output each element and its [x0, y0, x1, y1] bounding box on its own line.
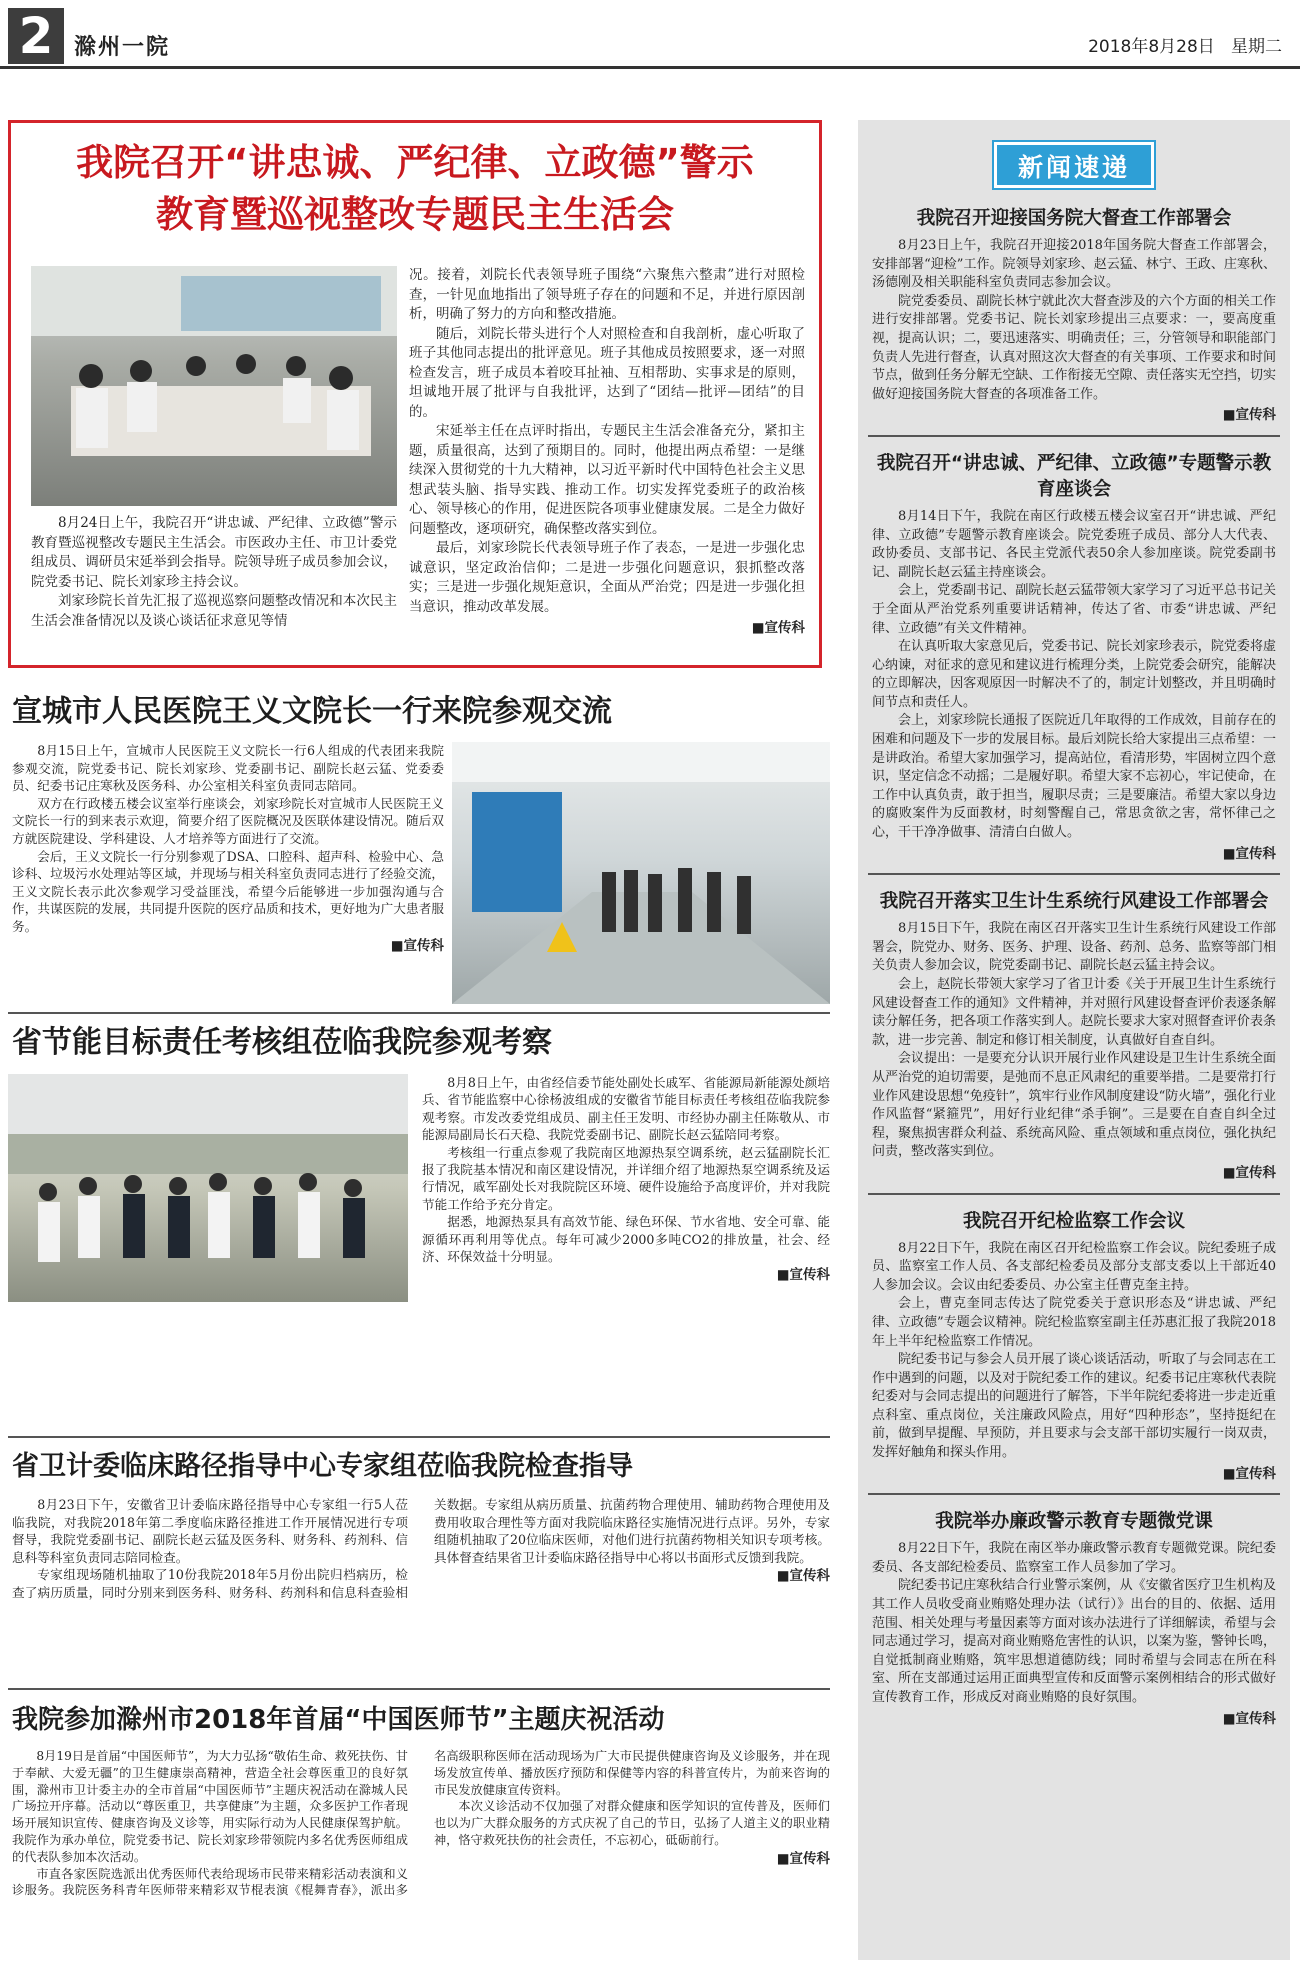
lead-paragraph: 最后，刘家珍院长代表领导班子作了表态，一是进一步强化忠诚意识，坚定政治信仰；二是进一步强化问题意识，狠抓整改落实；三是进一步强化规矩意识，全面从严治党；四是进一步强化担当意识，推动改革发展。 [409, 540, 805, 615]
article-paragraph: 考核组一行重点参观了我院南区地源热泵空调系统，赵云猛副院长汇报了我院基本情况和南区建设情况，并详细介绍了地源热泵空调系统及运行情况，戚军副处长对我院院区环境、硬件设施给予高度评价，并对我院节能工作给予充分肯定。 [422, 1144, 830, 1212]
article-paragraph: 专家组现场随机抽取了10份我院2018年5月份出院归档病历，检查了病历质量，同时分别来到医务科、财务科、药剂科和信息科查验相关数据。专家组从病历质量、抗菌药物合理使用、辅助药物合理使用及费用收取合理性等方面对我院临床路径实施情况进行点评。另外，专家组随机抽取了20位临床医师，对他们进行抗菌药物相关知识专项考核。具体督查结果省卫计委临床路径指导中心将以书面形式反馈到我院。 [12, 1497, 830, 1600]
article-paragraph: 8月19日是首届“中国医师节”，为大力弘扬“敬佑生命、救死扶伤、甘于奉献、大爱无疆”的卫生健康崇高精神，营造全社会尊医重卫的良好氛围，滁州市卫计委主办的全市首届“中国医师节”主题庆祝活动在滁城人民广场拉开序幕。活动以“尊医重卫，共享健康”为主题，众多医护工作者现场开展知识宣传、健康咨询及义诊等，用实际行动为人民健康保驾护航。我院作为承办单位，院党委书记、院长刘家珍带领院内多名优秀医师组成的代表队参加本次活动。 [12, 1749, 408, 1864]
sidebar-paragraph: 会上，曹克奎同志传达了院党委关于意识形态及“讲忠诚、严纪律、立政德”专题会议精神。院纪检监察室副主任苏惠汇报了我院2018年上半年纪检监察工作情况。 [872, 1296, 1276, 1349]
sidebar-item-discipline-meeting [872, 1209, 1276, 1484]
lead-right-column [409, 266, 805, 661]
sidebar-item-text [872, 1540, 1276, 1728]
masthead [0, 0, 1300, 72]
sidebar-paragraph: 8月15日下午，我院在南区召开落实卫生计生系统行风建设工作部署会，院党办、财务、医务、护理、设备、药剂、总务、监察等部门相关负责人参加会议，院党委副书记、副院长赵云猛主持会议。 [872, 921, 1276, 974]
article-byline: ■宣传科 [776, 1267, 830, 1284]
article-paragraph: 本次义诊活动不仅加强了对群众健康和医学知识的宣传普及，医师们也以为广大群众服务的方式庆祝了自己的节日，弘扬了人道主义的职业精神，恪守救死扶伤的社会责任，不忘初心，砥砺前行。 [434, 1799, 830, 1847]
article-doctors-day-text [12, 1748, 830, 1962]
paper-name: 滁州一院 [74, 35, 171, 60]
lead-paragraph: 随后，刘院长带头进行个人对照检查和自我剖析，虚心听取了班子其他同志提出的批评意见。班子其他成员按照要求，逐一对照检查发言，班子成员本着咬耳扯袖、互相帮助、实事求是的原则，坦诚地开展了批评与自我批评，达到了“团结—批评—团结”的目的。 [409, 325, 805, 420]
sidebar-item-title: 我院召开落实卫生计生系统行风建设工作部署会 [879, 891, 1269, 913]
lead-title-line-1: 我院召开“讲忠诚、严纪律、立政德”警示 [76, 141, 754, 184]
sidebar-item-text [872, 920, 1276, 1182]
lead-left-column [31, 514, 397, 659]
issue-date [1088, 32, 1282, 57]
sidebar-paragraph: 在认真听取大家意见后，党委书记、院长刘家珍表示，院党委将虚心纳谏，对征求的意见和建议进行梳理分类，上院党委会研究，能解决的立即解决，因客观原因一时解决不了的，制定计划整改，并且明确时间节点和责任人。 [872, 639, 1276, 710]
sidebar-byline: ■宣传科 [1222, 407, 1276, 424]
news-flash-sidebar [858, 120, 1290, 1960]
article-pathway-title: 省卫计委临床路径指导中心专家组莅临我院检查指导 [12, 1451, 633, 1482]
sidebar-item-text [872, 1240, 1276, 1484]
article-xuancheng-text [12, 742, 444, 954]
sidebar-paragraph: 会上，赵院长带领大家学习了省卫计委《关于开展卫生计生系统行风建设督查工作的通知》文件精神，并对照行风建设督查评价表逐条解读分解任务，把各项工作落实到人。赵院长要求大家对照督查评价表条款，进一步完善、制定和修订相关制度，认真做好自查自纠。 [872, 977, 1276, 1048]
article-doctors-day-title: 我院参加滁州市2018年首届“中国医师节”主题庆祝活动 [12, 1705, 665, 1735]
sidebar-byline: ■宣传科 [1222, 1465, 1276, 1482]
sidebar-paragraph: 8月23日上午，我院召开迎接2018年国务院大督查工作部署会，安排部署“迎检”工作。院领导刘家珍、赵云猛、林宁、王政、庄寒秋、汤德刚及相关职能科室负责同志参加会议。 [872, 238, 1276, 291]
lead-paragraph: 况。接着，刘院长代表领导班子围绕“六聚焦六整肃”进行对照检查，一针见血地指出了领导班子存在的问题和不足，并进行原因剖析，明确了努力的方向和整改措施。 [409, 267, 805, 322]
meeting-photo [31, 266, 397, 506]
lead-title-line-2: 教育暨巡视整改专题民主生活会 [156, 193, 674, 236]
sidebar-item-title: 我院召开纪检监察工作会议 [962, 1210, 1185, 1232]
sidebar-paragraph: 8月22日下午，我院在南区召开纪检监察工作会议。院纪委班子成员、监察室工作人员、各支部纪检委员及部分支部支委以上干部近40人参加会议。会议由纪委委员、办公室主任曹克奎主持。 [872, 1240, 1276, 1293]
lead-caption: 8月24日上午，我院召开“讲忠诚、严纪律、立政德”警示教育暨巡视整改专题民主生活会。市医政办主任、市卫计委党组成员、调研员宋延举到会指导。院领导班子成员参加会议，院党委书记、院长刘家珍主持会议。 [31, 515, 397, 590]
sidebar-divider [868, 435, 1280, 437]
article-paragraph: 双方在行政楼五楼会议室举行座谈会，刘家珍院长对宣城市人民医院王义文院长一行的到来表示欢迎，简要介绍了医院概况及医联体建设情况。随后双方就医院建设、学科建设、人才培养等方面进行了交流。 [12, 795, 444, 846]
sidebar-divider [868, 1493, 1280, 1495]
sidebar-divider [868, 1193, 1280, 1195]
meeting-photo-illustration [31, 266, 397, 506]
sidebar-item-conduct-meeting [872, 889, 1276, 1182]
sidebar-paragraph: 8月22日下午，我院在南区举办廉政警示教育专题微党课。院纪委委员、各支部纪检委员、监察室工作人员参加了学习。 [872, 1541, 1276, 1575]
lead-paragraph: 宋延举主任在点评时指出，专题民主生活会准备充分，紧扣主题，质量很高，达到了预期目的。同时，他提出两点希望：一是继续深入贯彻党的十九大精神，以习近平新时代中国特色社会主义思想武装头脑、指导实践、推动工作。切实发挥党委班子的政治核心、领导核心的作用，促进医院各项事业健康发展。二是全力做好问题整改，逐项研究，确保整改落实到位。 [409, 423, 805, 537]
sidebar-item-warning-forum [872, 451, 1276, 863]
sidebar-paragraph: 8月14日下午，我院在南区行政楼五楼会议室召开“讲忠诚、严纪律、立政德”专题警示教育座谈会。院党委班子成员、部分人大代表、政协委员、支部书记、各民主党派代表50余人参加座谈。院党委副书记、副院长赵云猛主持座谈会。 [872, 508, 1276, 580]
lead-article [8, 120, 822, 668]
section-divider [8, 1436, 830, 1438]
weekday-text: 星期二 [1231, 37, 1282, 57]
hospital-corridor-photo [452, 742, 830, 1004]
article-paragraph: 8月8日上午，由省经信委节能处副处长戚军、省能源局新能源处颜培兵、省节能监察中心徐杨波组成的安徽省节能目标责任考核组莅临我院参观考察。市发改委党组成员、副主任王发明、市经协办副主任陈敬从、市能源局副局长石天稳、我院党委副书记、副院长赵云猛陪同考察。 [422, 1075, 830, 1143]
lead-byline: ■宣传科 [751, 620, 805, 636]
article-pathway-text [12, 1496, 830, 1668]
sidebar-paragraph: 院纪委书记与参会人员开展了谈心谈话活动，听取了与会同志在工作中遇到的问题，以及对于院纪委工作的建议。纪委书记庄寒秋代表院纪委对与会同志提出的问题进行了解答，下半年院纪委将进一步走近重点科室、重点岗位，关注廉政风险点，用好“四种形态”，坚持挺纪在前，做到早提醒、早预防，并且要求与会支部干部切实履行一岗双责，发挥好触角和探头作用。 [872, 1352, 1276, 1461]
sidebar-item-inspection-meeting [872, 206, 1276, 425]
article-byline: ■宣传科 [776, 1850, 830, 1867]
sidebar-paragraph: 会上，党委副书记、副院长赵云猛带领大家学习了习近平总书记关于全面从严治党系列重要讲话精神，传达了省、市委“讲忠诚、严纪律、立政德”有关文件精神。 [872, 583, 1276, 636]
section-divider [8, 1688, 830, 1690]
article-paragraph: 据悉，地源热泵具有高效节能、绿色环保、节水省地、安全可靠、能源循环再利用等优点。每年可减少2000多吨CO2的排放量，社会、经济、环保效益十分明显。 [422, 1214, 830, 1265]
article-paragraph: 8月15日上午，宣城市人民医院王义文院长一行6人组成的代表团来我院参观交流，院党委书记、院长刘家珍、党委副书记、副院长赵云猛、党委委员、纪委书记庄寒秋及医务科、办公室相关科室负责同志陪同。 [12, 743, 444, 794]
article-byline: ■宣传科 [390, 937, 444, 954]
article-energy-text [422, 1074, 830, 1314]
lead-article-body [31, 266, 805, 661]
news-flash-badge: 新闻速递 [994, 142, 1154, 188]
masthead-rule [0, 66, 1300, 69]
corridor-photo-illustration [452, 742, 830, 1004]
sidebar-paragraph: 会上，刘家珍院长通报了医院近几年取得的工作成效，目前存在的困难和问题及下一步的发展目标。最后刘院长给大家提出三点希望：一是讲政治。希望大家加强学习，提高站位，看清形势，牢固树立四个意识，坚定信念不动摇；二是履好职。希望大家不忘初心，牢记使命，在工作中认真负责，敢于担当，履职尽责；三是要廉洁。希望大家以身边的腐败案件为反面教材，时刻警醒自己，常思贪欲之害，常怀律己之心，干干净净做事、清清白白做人。 [872, 713, 1276, 841]
sidebar-item-party-class [872, 1509, 1276, 1728]
article-byline: ■宣传科 [776, 1568, 830, 1585]
page-number: 2 [8, 8, 64, 64]
sidebar-divider [868, 873, 1280, 875]
sidebar-byline: ■宣传科 [1222, 845, 1276, 862]
sidebar-item-text [872, 508, 1276, 863]
article-paragraph: 8月23日下午，安徽省卫计委临床路径指导中心专家组一行5人莅临我院，对我院2018年第二季度临床路径推进工作开展情况进行专项督导，我院党委副书记、副院长赵云猛及医务科、财务科、药剂科、信息科等科室负责同志陪同检查。 [12, 1497, 408, 1565]
article-title: 宣城市人民医院王义文院长一行来院参观交流 [12, 694, 612, 729]
inspection-photo-illustration [8, 1074, 408, 1302]
lead-paragraph: 刘家珍院长首先汇报了巡视巡察问题整改情况和本次民主生活会准备情况以及谈心谈话征求意见等情 [31, 593, 397, 629]
sidebar-item-title: 我院召开“讲忠诚、严纪律、立政德”专题警示教育座谈会 [876, 452, 1272, 500]
sidebar-item-title: 我院召开迎接国务院大督查工作部署会 [916, 208, 1232, 229]
section-divider [8, 1012, 830, 1014]
inspection-team-photo [8, 1074, 408, 1302]
sidebar-paragraph: 院党委委员、副院长林宁就此次大督查涉及的六个方面的相关工作进行安排部署。党委书记、院长刘家珍提出三点要求：一，要高度重视，提高认识；二，要迅速落实、明确责任；三，分管领导和职能部门负责人先进行督查，认真对照这次大督查的有关事项、工作要求和时间节点，做到任务分解无空缺、工作衔接无空隙、责任落实无空挡，切实做好迎接国务院大督查的各项准备工作。 [872, 293, 1276, 402]
lead-article-title [25, 137, 805, 241]
sidebar-byline: ■宣传科 [1222, 1710, 1276, 1727]
article-paragraph: 会后，王义文院长一行分别参观了DSA、口腔科、超声科、检验中心、急诊科、垃圾污水处理站等区域，并现场与相关科室负责同志进行了经验交流，王义文院长表示此次参观学习受益匪浅，希望今后能够进一步加强沟通与合作，共谋医院的发展，共同提升医院的医疗品质和技术，更好地为广大患者服务。 [12, 848, 444, 934]
sidebar-paragraph: 会议提出：一是要充分认识开展行业作风建设是卫生计生系统全面从严治党的迫切需要，是弛而不息正风肃纪的重要举措。二是要常打行业作风建设思想“免疫针”，筑牢行业作风制度建设“防火墙”，强化行业作风监督“紧箍咒”，用好行业纪律“杀手锏”。三是要在自查自纠全过程，聚焦损害群众利益、系统高风险、重点领域和重点岗位，强化执纪问责，整改落实到位。 [872, 1051, 1276, 1160]
sidebar-paragraph: 院纪委书记庄寒秋结合行业警示案例，从《安徽省医疗卫生机构及其工作人员收受商业贿赂处理办法（试行）》出台的目的、依据、适用范围、相关处理与考量因素等方面对该办法进行了详细解读，希望与会同志通过学习，提高对商业贿赂危害性的认识，以案为鉴，警钟长鸣，自觉抵制商业贿赂，筑牢思想道德防线；同时希望与会同志在所在科室、所在支部通过运用正面典型宣传和反面警示案例相结合的形式做好宣传教育工作，形成反对商业贿赂的良好氛围。 [872, 1578, 1276, 1705]
date-text: 2018年8月28日 [1088, 37, 1215, 57]
sidebar-byline: ■宣传科 [1222, 1164, 1276, 1181]
article-energy-title: 省节能目标责任考核组莅临我院参观考察 [12, 1025, 552, 1060]
article-paragraph: 市直各家医院选派出优秀医师代表给现场市民带来精彩活动表演和义诊服务。我院医务科青年医师带来精彩双节棍表演《棍舞青春》，派出多名高级职称医师在活动现场为广大市民提供健康咨询及义诊服务，并在现场发放宣传单、播放医疗预防和保健等内容的科普宣传片，为前来咨询的市民发放健康宣传资料。 [12, 1749, 830, 1898]
sidebar-item-title: 我院举办廉政警示教育专题微党课 [935, 1511, 1213, 1533]
sidebar-item-text [872, 237, 1276, 425]
